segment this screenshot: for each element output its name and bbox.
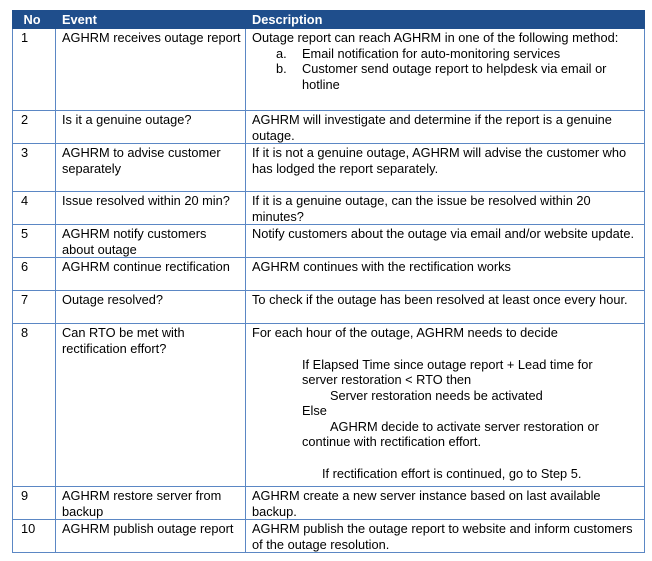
row-number: 8 — [13, 324, 56, 487]
header-event: Event — [56, 11, 246, 29]
header-description: Description — [246, 11, 645, 29]
row-event: Issue resolved within 20 min? — [56, 192, 246, 225]
table-row — [13, 192, 645, 225]
list-item-text: Email notification for auto-monitoring services — [302, 45, 561, 61]
row-number: 7 — [13, 291, 56, 324]
table-row — [13, 520, 645, 553]
row-description: If it is a genuine outage, can the issue be resolved within 20 minutes? — [246, 192, 645, 225]
row-description — [246, 29, 645, 111]
decision-line: AGHRM decide to activate server restoration or — [330, 418, 599, 434]
row-event: Is it a genuine outage? — [56, 111, 246, 144]
header-row — [13, 11, 645, 29]
row-event: AGHRM publish outage report — [56, 520, 246, 553]
row-number: 1 — [13, 29, 56, 111]
table-row — [13, 225, 645, 258]
row-description: If it is not a genuine outage, AGHRM will advise the customer who has lodged the report separately. — [246, 144, 645, 192]
table-row — [13, 144, 645, 192]
row-description: AGHRM publish the outage report to website and inform customers of the outage resolution. — [246, 520, 645, 553]
row-description: Notify customers about the outage via email and/or website update. — [246, 225, 645, 258]
row-number: 2 — [13, 111, 56, 144]
process-table — [12, 10, 645, 553]
decision-line: Server restoration needs be activated — [330, 387, 543, 403]
row-description: AGHRM will investigate and determine if the report is a genuine outage. — [246, 111, 645, 144]
decision-line: continue with rectification effort. — [302, 434, 482, 449]
row-event: AGHRM notify customers about outage — [56, 225, 246, 258]
row-event: AGHRM receives outage report — [56, 29, 246, 111]
row-number: 6 — [13, 258, 56, 291]
row-event: Can RTO be met with rectification effort? — [56, 324, 246, 487]
row-description: To check if the outage has been resolved at least once every hour. — [246, 291, 645, 324]
row-number: 3 — [13, 144, 56, 192]
list-item — [276, 46, 640, 62]
row-event: AGHRM to advise customer separately — [56, 144, 246, 192]
table-row — [13, 258, 645, 291]
list-marker: a. — [276, 45, 287, 61]
row-description — [246, 324, 645, 487]
table-row — [13, 324, 645, 487]
table-row — [13, 29, 645, 111]
table-row — [13, 291, 645, 324]
list-item-text: Customer send outage report to helpdesk via email or hotline — [302, 61, 607, 92]
table-row — [13, 487, 645, 520]
row-event: AGHRM continue rectification — [56, 258, 246, 291]
row-description: AGHRM create a new server instance based on last available backup. — [246, 487, 645, 520]
row-event: AGHRM restore server from backup — [56, 487, 246, 520]
row-number: 9 — [13, 487, 56, 520]
description-intro: Outage report can reach AGHRM in one of the following method: — [252, 30, 619, 45]
list-item — [276, 61, 640, 92]
decision-line: Else — [302, 403, 327, 418]
row-number: 10 — [13, 520, 56, 553]
row-event: Outage resolved? — [56, 291, 246, 324]
decision-line: server restoration < RTO then — [302, 372, 472, 387]
table-row — [13, 111, 645, 144]
header-no: No — [13, 11, 56, 29]
decision-line: If rectification effort is continued, go to Step 5. — [322, 465, 582, 481]
decision-line: For each hour of the outage, AGHRM needs to decide — [252, 325, 558, 340]
row-description: AGHRM continues with the rectification works — [246, 258, 645, 291]
row-number: 4 — [13, 192, 56, 225]
list-marker: b. — [276, 61, 287, 76]
decision-line: If Elapsed Time since outage report + Lead time for — [302, 356, 593, 372]
row-number: 5 — [13, 225, 56, 258]
